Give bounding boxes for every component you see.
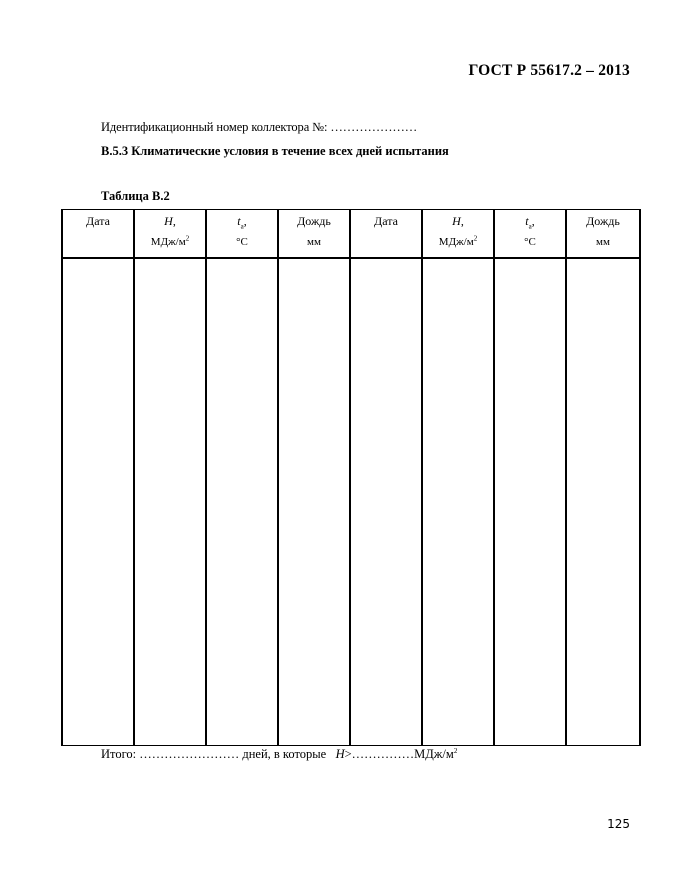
table-cell — [278, 258, 350, 746]
col-header-irradiation: H, МДж/$м^2$ — [134, 210, 206, 259]
col-header-ambient-temperature: $t_a$, °C — [206, 210, 278, 259]
document-header-title: ГОСТ Р 55617.2 – 2013 — [468, 62, 630, 79]
total-days-line: Итого: …………………… дней, в которые $H>\dots\dots\dots\dots\dots МДж/м^2$ — [101, 746, 458, 761]
table-cell — [422, 258, 494, 746]
table-cell — [206, 258, 278, 746]
table-cell — [62, 258, 134, 746]
col-header-rain: Дождь мм — [566, 210, 640, 259]
collector-id-line: Идентификационный номер коллектора №: ………………… — [101, 120, 418, 134]
table-cell — [350, 258, 422, 746]
col-header-date: Дата — [350, 210, 422, 259]
section-title: В.5.3 Климатические условия в течение всех дней испытания — [101, 144, 449, 158]
table-cell — [494, 258, 566, 746]
col-header-irradiation: H, МДж/$м^2$ — [422, 210, 494, 259]
table-caption: Таблица В.2 — [101, 189, 170, 203]
table-cell — [566, 258, 640, 746]
climate-conditions-table — [61, 209, 641, 746]
table-header-row — [62, 210, 640, 259]
table-body-row — [62, 258, 640, 746]
col-header-ambient-temperature: $t_a$, °C — [494, 210, 566, 259]
col-header-date: Дата — [62, 210, 134, 259]
table-cell — [134, 258, 206, 746]
page-number: 125 — [607, 817, 630, 831]
col-header-rain: Дождь мм — [278, 210, 350, 259]
